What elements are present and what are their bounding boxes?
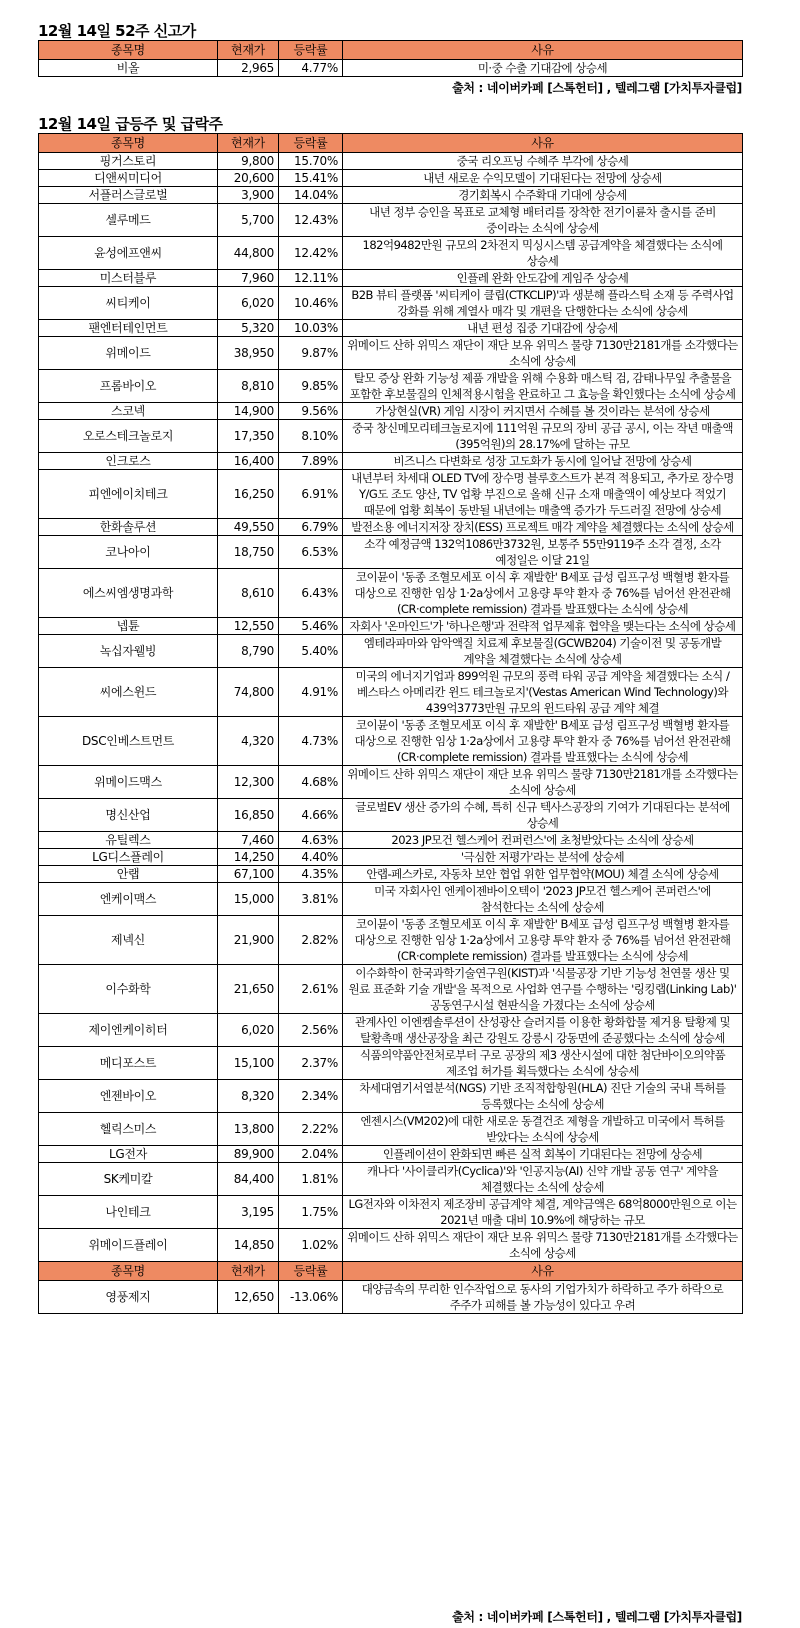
table-row: [39, 766, 743, 799]
change-rate: 8.10%: [279, 420, 343, 453]
stock-name: SK케미칼: [39, 1163, 218, 1196]
reason-text: 탈모 증상 완화 기능성 제품 개발을 위해 수용화 매스틱 검, 감태나무잎 추출물을 포함한 후보물질의 인체적용시험을 완료하고 그 효능을 확인했다는 소식에 상승세: [343, 370, 743, 403]
stock-name: 미스터블루: [39, 270, 218, 287]
change-rate: 2.56%: [279, 1014, 343, 1047]
header-reason: 사유: [343, 1262, 743, 1281]
header-price: 현재가: [218, 1262, 279, 1281]
current-price: 8,810: [218, 370, 279, 403]
current-price: 7,460: [218, 832, 279, 849]
reason-text: LG전자와 이차전지 제조장비 공급계약 체결, 계약금액은 68억8000만원으로 이는 2021년 매출 대비 10.9%에 해당하는 규모: [343, 1196, 743, 1229]
stock-name: 나인테크: [39, 1196, 218, 1229]
reason-text: 자회사 '온마인드'가 '하나은행'과 전략적 업무제휴 협약을 맺는다는 소식에 상승세: [343, 618, 743, 635]
change-rate: 6.91%: [279, 470, 343, 519]
stock-name: 명신산업: [39, 799, 218, 832]
reason-text: 경기회복시 수주확대 기대에 상승세: [343, 187, 743, 204]
table-row: [39, 403, 743, 420]
table-row: [39, 916, 743, 965]
reason-text: 관계사인 이엔켐솔루션이 산성광산 슬러지를 이용한 황화합물 제거용 탈황제 및 탈황촉매 생산공장을 최근 강원도 강릉시 강동면에 준공했다는 소식에 상승세: [343, 1014, 743, 1047]
current-price: 15,100: [218, 1047, 279, 1080]
current-price: 20,600: [218, 170, 279, 187]
current-price: 7,960: [218, 270, 279, 287]
current-price: 8,610: [218, 569, 279, 618]
stock-name: 셀루메드: [39, 204, 218, 237]
reason-text: 대양금속의 무리한 인수작업으로 동사의 기업가치가 하락하고 주가 하락으로 주주가 피해를 볼 가능성이 있다고 우려: [343, 1281, 743, 1314]
stock-name: 디앤씨미디어: [39, 170, 218, 187]
stock-name: 핑거스토리: [39, 153, 218, 170]
table-row: [39, 287, 743, 320]
change-rate: 9.87%: [279, 337, 343, 370]
current-price: 49,550: [218, 519, 279, 536]
table-row: [39, 237, 743, 270]
reason-text: 글로벌EV 생산 증가의 수혜, 특히 신규 텍사스공장의 기여가 기대된다는 분석에 상승세: [343, 799, 743, 832]
table-row: [39, 849, 743, 866]
decline-header-row: [39, 1262, 743, 1281]
reason-text: 소각 예정금액 132억1086만3732원, 보통주 55만9119주 소각 결정, 소각 예정일은 이달 21일: [343, 536, 743, 569]
change-rate: 12.11%: [279, 270, 343, 287]
stock-name: 엔케이맥스: [39, 883, 218, 916]
current-price: 16,850: [218, 799, 279, 832]
change-rate: 3.81%: [279, 883, 343, 916]
stock-name: 위메이드맥스: [39, 766, 218, 799]
stock-name: 이수화학: [39, 965, 218, 1014]
change-rate: 4.35%: [279, 866, 343, 883]
change-rate: -13.06%: [279, 1281, 343, 1314]
current-price: 9,800: [218, 153, 279, 170]
section2-title: 12월 14일 급등주 및 급락주: [38, 115, 223, 133]
reason-text: 가상현실(VR) 게임 시장이 커지면서 수혜를 볼 것이라는 분석에 상승세: [343, 403, 743, 420]
current-price: 17,350: [218, 420, 279, 453]
current-price: 3,195: [218, 1196, 279, 1229]
current-price: 3,900: [218, 187, 279, 204]
current-price: 2,965: [218, 60, 279, 77]
reason-text: 이수화학이 한국과학기술연구원(KIST)과 '식물공장 기반 기능성 천연물 생산 및 원료 표준화 기술 개발'을 목적으로 사업화 연구를 수행하는 '링킹랩(Linking Lab)' 공동연구시설 현판식을 가졌다는 소식에 상승세: [343, 965, 743, 1014]
header-change: 등락률: [279, 41, 343, 60]
change-rate: 2.82%: [279, 916, 343, 965]
current-price: 38,950: [218, 337, 279, 370]
change-rate: 15.41%: [279, 170, 343, 187]
table-row: [39, 337, 743, 370]
current-price: 6,020: [218, 287, 279, 320]
current-price: 14,900: [218, 403, 279, 420]
stock-name: 영풍제지: [39, 1281, 218, 1314]
table-row: [39, 1229, 743, 1262]
reason-text: 182억9482만원 규모의 2차전지 믹싱시스템 공급계약을 체결했다는 소식에 상승세: [343, 237, 743, 270]
current-price: 16,250: [218, 470, 279, 519]
current-price: 84,400: [218, 1163, 279, 1196]
reason-text: 식품의약품안전처로부터 구로 공장의 제3 생산시설에 대한 첨단바이오의약품 제조업 허가를 획득했다는 소식에 상승세: [343, 1047, 743, 1080]
current-price: 12,550: [218, 618, 279, 635]
table-row: [39, 420, 743, 453]
reason-text: 2023 JP모건 헬스케어 컨퍼런스'에 초청받았다는 소식에 상승세: [343, 832, 743, 849]
table-row: [39, 170, 743, 187]
reason-text: 코이뮨이 '동종 조혈모세포 이식 후 재발한' B세포 급성 림프구성 백혈병 환자를 대상으로 진행한 임상 1·2a상에서 고용량 투약 환자 중 76%를 넘어선 완전관해(CR·complete remission) 결과를 발표했다는 소식에 상승세: [343, 717, 743, 766]
table-row: [39, 1146, 743, 1163]
stock-name: 유틸렉스: [39, 832, 218, 849]
change-rate: 6.53%: [279, 536, 343, 569]
change-rate: 10.03%: [279, 320, 343, 337]
change-rate: 1.81%: [279, 1163, 343, 1196]
source-note-2: 출처 : 네이버카페 [스톡헌터] , 텔레그램 [가치투자클럽]: [452, 1610, 742, 1624]
change-rate: 9.85%: [279, 370, 343, 403]
current-price: 8,320: [218, 1080, 279, 1113]
stock-name: 한화솔루션: [39, 519, 218, 536]
reason-text: 인플레 완화 안도감에 게임주 상승세: [343, 270, 743, 287]
change-rate: 4.73%: [279, 717, 343, 766]
stock-name: 피엔에이치테크: [39, 470, 218, 519]
reason-text: 미국 자회사인 엔케이젠바이오텍이 '2023 JP모건 헬스케어 콘퍼런스'에 참석한다는 소식에 상승세: [343, 883, 743, 916]
table-row: [39, 883, 743, 916]
change-rate: 1.75%: [279, 1196, 343, 1229]
table-row: [39, 635, 743, 668]
current-price: 14,850: [218, 1229, 279, 1262]
stock-name: 메디포스트: [39, 1047, 218, 1080]
current-price: 5,320: [218, 320, 279, 337]
reason-text: 중국 리오프닝 수혜주 부각에 상승세: [343, 153, 743, 170]
header-reason: 사유: [343, 41, 743, 60]
change-rate: 12.42%: [279, 237, 343, 270]
table-row: [39, 453, 743, 470]
current-price: 21,650: [218, 965, 279, 1014]
change-rate: 4.63%: [279, 832, 343, 849]
stock-name: 오로스테크놀로지: [39, 420, 218, 453]
stock-name: 코나아이: [39, 536, 218, 569]
reason-text: 위메이드 산하 위믹스 재단이 재단 보유 위믹스 물량 7130만2181개를 소각했다는 소식에 상승세: [343, 1229, 743, 1262]
current-price: 89,900: [218, 1146, 279, 1163]
source-note-1: 출처 : 네이버카페 [스톡헌터] , 텔레그램 [가치투자클럽]: [452, 81, 742, 95]
table-row: [39, 569, 743, 618]
change-rate: 6.79%: [279, 519, 343, 536]
current-price: 12,650: [218, 1281, 279, 1314]
current-price: 44,800: [218, 237, 279, 270]
current-price: 6,020: [218, 1014, 279, 1047]
change-rate: 4.66%: [279, 799, 343, 832]
stock-name: 인크로스: [39, 453, 218, 470]
stock-name: 윤성에프앤씨: [39, 237, 218, 270]
change-rate: 10.46%: [279, 287, 343, 320]
reason-text: 차세대염기서열분석(NGS) 기반 조직적합항원(HLA) 진단 기술의 국내 특허를 등록했다는 소식에 상승세: [343, 1080, 743, 1113]
stock-name: 넵튠: [39, 618, 218, 635]
reason-text: 내년 편성 집중 기대감에 상승세: [343, 320, 743, 337]
table-row: [39, 536, 743, 569]
change-rate: 4.77%: [279, 60, 343, 77]
stock-name: 안랩: [39, 866, 218, 883]
reason-text: 미·중 수출 기대감에 상승세: [343, 60, 743, 77]
current-price: 16,400: [218, 453, 279, 470]
reason-text: 내년 정부 승인을 목표로 교체형 배터리를 장착한 전기이륜차 출시를 준비 중이라는 소식에 상승세: [343, 204, 743, 237]
header-price: 현재가: [218, 134, 279, 153]
stock-name: 씨티케이: [39, 287, 218, 320]
table-row: [39, 717, 743, 766]
current-price: 5,700: [218, 204, 279, 237]
change-rate: 5.46%: [279, 618, 343, 635]
current-price: 13,800: [218, 1113, 279, 1146]
current-price: 67,100: [218, 866, 279, 883]
table-row: [39, 320, 743, 337]
change-rate: 1.02%: [279, 1229, 343, 1262]
table-row: [39, 270, 743, 287]
change-rate: 14.04%: [279, 187, 343, 204]
table-row: [39, 866, 743, 883]
table-row: [39, 519, 743, 536]
stock-name: 녹십자웰빙: [39, 635, 218, 668]
reason-text: 비즈니스 다변화로 성장 고도화가 동시에 일어날 전망에 상승세: [343, 453, 743, 470]
reason-text: 엔젠시스(VM202)에 대한 새로운 동결건조 제형을 개발하고 미국에서 특허를 받았다는 소식에 상승세: [343, 1113, 743, 1146]
reason-text: B2B 뷰티 플랫폼 '씨티케이 클립(CTKCLIP)'과 생분해 플라스틱 소재 등 주력사업 강화를 위해 계열사 매각 및 개편을 단행한다는 소식에 상승세: [343, 287, 743, 320]
table-row: [39, 470, 743, 519]
reason-text: 내년 새로운 수익모델이 기대된다는 전망에 상승세: [343, 170, 743, 187]
table-header-row: [39, 41, 743, 60]
current-price: 12,300: [218, 766, 279, 799]
reason-text: 코이뮨이 '동종 조혈모세포 이식 후 재발한' B세포 급성 림프구성 백혈병 환자를 대상으로 진행한 임상 1·2a상에서 고용량 투약 환자 중 76%를 넘어선 완전관해(CR·complete remission) 결과를 발표했다는 소식에 상승세: [343, 916, 743, 965]
change-rate: 4.40%: [279, 849, 343, 866]
table-row: [39, 832, 743, 849]
stock-name: 씨에스윈드: [39, 668, 218, 717]
stock-name: 헬릭스미스: [39, 1113, 218, 1146]
header-reason: 사유: [343, 134, 743, 153]
reason-text: 캐나다 '사이클리카(Cyclica)'와 '인공지능(AI) 신약 개발 공동 연구' 계약을 체결했다는 소식에 상승세: [343, 1163, 743, 1196]
header-name: 종목명: [39, 134, 218, 153]
stock-name: 위메이드플레이: [39, 1229, 218, 1262]
table-row: [39, 1014, 743, 1047]
change-rate: 2.37%: [279, 1047, 343, 1080]
stock-name: 팬엔터테인먼트: [39, 320, 218, 337]
change-rate: 6.43%: [279, 569, 343, 618]
stock-name: 엔젠바이오: [39, 1080, 218, 1113]
table-row: [39, 799, 743, 832]
stock-name: 제이엔케이히터: [39, 1014, 218, 1047]
current-price: 8,790: [218, 635, 279, 668]
current-price: 4,320: [218, 717, 279, 766]
table-row: [39, 370, 743, 403]
stock-name: 스코넥: [39, 403, 218, 420]
header-change: 등락률: [279, 1262, 343, 1281]
header-change: 등락률: [279, 134, 343, 153]
table-row: [39, 1113, 743, 1146]
table-row: [39, 1047, 743, 1080]
reason-text: 위메이드 산하 위믹스 재단이 재단 보유 위믹스 물량 7130만2181개를 소각했다는 소식에 상승세: [343, 337, 743, 370]
table-row: [39, 965, 743, 1014]
reason-text: 위메이드 산하 위믹스 재단이 재단 보유 위믹스 물량 7130만2181개를 소각했다는 소식에 상승세: [343, 766, 743, 799]
change-rate: 4.68%: [279, 766, 343, 799]
movers-table: [38, 133, 743, 1314]
reason-text: '극심한 저평가'라는 분석에 상승세: [343, 849, 743, 866]
stock-name: 위메이드: [39, 337, 218, 370]
section1-title: 12월 14일 52주 신고가: [38, 22, 196, 40]
table-row: [39, 60, 743, 77]
change-rate: 7.89%: [279, 453, 343, 470]
change-rate: 4.91%: [279, 668, 343, 717]
change-rate: 2.04%: [279, 1146, 343, 1163]
reason-text: 인플레이션이 완화되면 빠른 실적 회복이 기대된다는 전망에 상승세: [343, 1146, 743, 1163]
table-header-row: [39, 134, 743, 153]
stock-name: 제넥신: [39, 916, 218, 965]
reason-text: 내년부터 차세대 OLED TV에 장수명 블루호스트가 본격 적용되고, 추가로 장수명 Y/G도 조도 양산, TV 업황 부진으로 올해 신규 소재 매출액이 예상보다 적었기 때문에 업황 회복이 동반될 내년에는 매출액 증가가 두드러질 전망에 상승세: [343, 470, 743, 519]
reason-text: 안랩-페스카로, 자동차 보안 협업 위한 업무협약(MOU) 체결 소식에 상승세: [343, 866, 743, 883]
stock-name: 비올: [39, 60, 218, 77]
stock-name: 서플러스글로벌: [39, 187, 218, 204]
header-name: 종목명: [39, 1262, 218, 1281]
table-row: [39, 153, 743, 170]
reason-text: 코이뮨이 '동종 조혈모세포 이식 후 재발한' B세포 급성 림프구성 백혈병 환자를 대상으로 진행한 임상 1·2a상에서 고용량 투약 환자 중 76%를 넘어선 완전관해(CR·complete remission) 결과를 발표했다는 소식에 상승세: [343, 569, 743, 618]
stock-name: 프롬바이오: [39, 370, 218, 403]
reason-text: 발전소용 에너지저장 장치(ESS) 프로젝트 매각 계약을 체결했다는 소식에 상승세: [343, 519, 743, 536]
reason-text: 엠테라파마와 암악액질 치료제 후보물질(GCWB204) 기술이전 및 공동개발 계약을 체결했다는 소식에 상승세: [343, 635, 743, 668]
change-rate: 2.61%: [279, 965, 343, 1014]
new-high-table: [38, 40, 743, 77]
table-row: [39, 187, 743, 204]
reason-text: 중국 창신메모리테크놀로지에 111억원 규모의 장비 공급 공시, 이는 작년 매출액(395억원)의 28.17%에 달하는 규모: [343, 420, 743, 453]
reason-text: 미국의 에너지기업과 899억원 규모의 풍력 타워 공급 계약을 체결했다는 소식 / 베스타스 아메리칸 윈드 테크놀로지'(Vestas American Wind Technology)와 439억3773만원 규모의 윈드타워 공급 계약 체결: [343, 668, 743, 717]
stock-name: DSC인베스트먼트: [39, 717, 218, 766]
table-row: [39, 668, 743, 717]
stock-name: LG디스플레이: [39, 849, 218, 866]
current-price: 14,250: [218, 849, 279, 866]
change-rate: 12.43%: [279, 204, 343, 237]
table-row: [39, 204, 743, 237]
table-row: [39, 1281, 743, 1314]
table-row: [39, 1163, 743, 1196]
current-price: 18,750: [218, 536, 279, 569]
stock-name: 에스씨엠생명과학: [39, 569, 218, 618]
table-row: [39, 1196, 743, 1229]
table-row: [39, 1080, 743, 1113]
current-price: 15,000: [218, 883, 279, 916]
header-name: 종목명: [39, 41, 218, 60]
current-price: 21,900: [218, 916, 279, 965]
stock-name: LG전자: [39, 1146, 218, 1163]
change-rate: 2.34%: [279, 1080, 343, 1113]
current-price: 74,800: [218, 668, 279, 717]
change-rate: 15.70%: [279, 153, 343, 170]
change-rate: 2.22%: [279, 1113, 343, 1146]
change-rate: 9.56%: [279, 403, 343, 420]
change-rate: 5.40%: [279, 635, 343, 668]
table-row: [39, 618, 743, 635]
header-price: 현재가: [218, 41, 279, 60]
